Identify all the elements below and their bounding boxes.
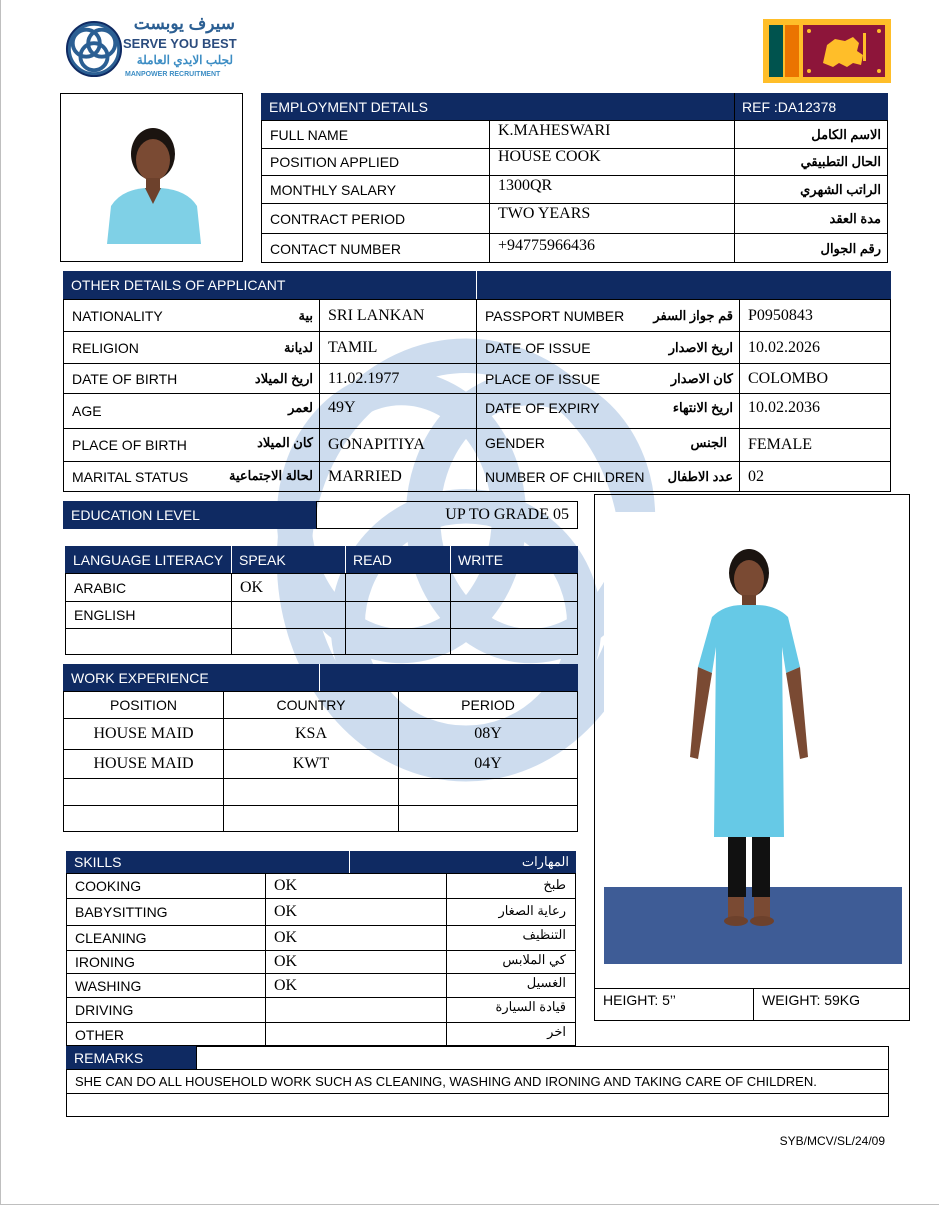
- work-period: 08Y: [474, 725, 502, 742]
- employment-label: MONTHLY SALARY: [270, 181, 397, 198]
- height-label: HEIGHT: 5’’: [603, 991, 676, 1008]
- detail-arabic-label: اريخ الميلاد: [254, 370, 313, 386]
- skill-arabic: رعاية الصغار: [498, 903, 566, 918]
- skill-name: COOKING: [75, 877, 142, 894]
- employment-label: FULL NAME: [270, 126, 349, 143]
- reference-number: REF :DA12378: [742, 98, 837, 115]
- detail-value: 10.02.2026: [748, 338, 820, 356]
- remarks-text: SHE CAN DO ALL HOUSEHOLD WORK SUCH AS CLEANING, WASHING AND IRONING AND TAKING CARE OF CHILDREN.: [75, 1074, 817, 1089]
- skill-value: OK: [274, 976, 298, 994]
- work-country: KWT: [292, 755, 330, 772]
- other-details-title: OTHER DETAILS OF APPLICANT: [71, 277, 286, 293]
- language-speak: OK: [240, 578, 264, 596]
- skill-arabic: الغسيل: [526, 975, 566, 990]
- detail-value: MARRIED: [328, 468, 402, 485]
- detail-arabic-label: بية: [298, 307, 313, 323]
- employment-arabic-label: رقم الجوال: [820, 240, 881, 256]
- brand-arabic-name: سيرف يوبست: [133, 14, 235, 33]
- language-name: ARABIC: [74, 579, 127, 596]
- employment-label: CONTRACT PERIOD: [270, 210, 406, 227]
- work-experience-header: [63, 664, 578, 691]
- person-portrait-icon: [101, 124, 206, 244]
- detail-label: DATE OF BIRTH: [72, 370, 178, 387]
- skill-arabic: كي الملابس: [502, 952, 566, 967]
- remarks-header-box: [196, 1046, 889, 1069]
- detail-label: DATE OF ISSUE: [485, 339, 591, 356]
- detail-arabic-label: كان الاصدار: [670, 370, 733, 386]
- language-header: LANGUAGE LITERACY: [73, 551, 224, 568]
- serve-you-best-logo-icon: [65, 18, 123, 80]
- remarks-title: REMARKS: [66, 1046, 196, 1069]
- skill-arabic: اخر: [547, 1024, 566, 1039]
- skill-value: OK: [274, 876, 298, 894]
- skill-name: BABYSITTING: [75, 904, 168, 920]
- detail-arabic-label: كان الميلاد: [257, 435, 313, 450]
- employment-label: CONTACT NUMBER: [270, 240, 401, 257]
- other-details-header: [63, 271, 891, 299]
- employment-arabic-label: الاسم الكامل: [811, 126, 881, 142]
- employment-value: TWO YEARS: [498, 204, 591, 222]
- employment-value: HOUSE COOK: [498, 148, 601, 165]
- detail-label: MARITAL STATUS: [72, 469, 189, 485]
- work-experience-title: WORK EXPERIENCE: [71, 669, 209, 686]
- detail-label: PLACE OF BIRTH: [72, 437, 187, 453]
- detail-arabic-label: اريخ الاصدار: [668, 339, 733, 355]
- work-header: COUNTRY: [276, 697, 346, 713]
- detail-value: SRI LANKAN: [328, 306, 425, 324]
- language-header: SPEAK: [239, 551, 286, 568]
- detail-label: NATIONALITY: [72, 307, 163, 324]
- skill-value: OK: [274, 953, 298, 970]
- work-country: KSA: [294, 725, 327, 742]
- skill-arabic: التنظيف: [522, 927, 566, 942]
- skill-name: OTHER: [75, 1026, 124, 1043]
- skills-title: SKILLS: [74, 854, 122, 870]
- language-header: READ: [353, 551, 392, 568]
- detail-value: P0950843: [748, 306, 813, 324]
- person-full-body-icon: [684, 547, 814, 932]
- detail-arabic-label: لديانة: [284, 339, 313, 355]
- skill-name: DRIVING: [75, 1002, 134, 1018]
- language-header: WRITE: [458, 551, 504, 568]
- detail-value: COLOMBO: [748, 369, 829, 387]
- detail-value: TAMIL: [328, 338, 378, 356]
- detail-value: 10.02.2036: [748, 399, 820, 416]
- skill-value: OK: [274, 929, 298, 946]
- detail-arabic-label: اريخ الانتهاء: [672, 400, 733, 415]
- employment-arabic-label: الحال التطبيقي: [800, 154, 881, 169]
- employment-value: K.MAHESWARI: [498, 121, 611, 139]
- employment-arabic-label: الراتب الشهري: [800, 181, 881, 197]
- weight-label: WEIGHT: 59KG: [762, 991, 861, 1008]
- detail-label: AGE: [72, 403, 102, 419]
- skill-name: WASHING: [75, 977, 142, 994]
- detail-arabic-label: لحالة الاجتماعية: [229, 468, 313, 483]
- education-level-label: EDUCATION LEVEL: [63, 501, 316, 529]
- skill-value: OK: [274, 903, 298, 920]
- detail-label: NUMBER OF CHILDREN: [485, 469, 645, 485]
- employment-value: 1300QR: [498, 176, 553, 194]
- skill-name: CLEANING: [75, 930, 147, 946]
- skills-arabic-title: المهارات: [521, 854, 569, 869]
- brand-name: SERVE YOU BEST: [123, 36, 237, 51]
- detail-label: PLACE OF ISSUE: [485, 370, 601, 387]
- detail-value: 02: [748, 468, 764, 485]
- detail-arabic-label: لعمر: [288, 400, 313, 415]
- employment-value: +94775966436: [498, 236, 596, 254]
- brand-arabic-tagline: لجلب الايدي العاملة: [136, 53, 233, 67]
- detail-value: 49Y: [328, 399, 356, 416]
- skill-arabic: طبخ: [543, 876, 566, 892]
- employment-label: POSITION APPLIED: [270, 154, 400, 170]
- skill-arabic: قيادة السيارة: [495, 999, 566, 1014]
- footer-code: SYB/MCV/SL/24/09: [779, 1134, 885, 1148]
- employment-details-title: EMPLOYMENT DETAILS: [269, 98, 428, 115]
- full-photo-area: [604, 512, 902, 964]
- detail-label: DATE OF EXPIRY: [485, 400, 600, 416]
- detail-value: GONAPITIYA: [328, 436, 425, 453]
- skill-name: IRONING: [75, 954, 135, 970]
- work-period: 04Y: [474, 755, 502, 772]
- language-name: ENGLISH: [74, 607, 136, 623]
- work-position: HOUSE MAID: [93, 725, 194, 742]
- work-header: POSITION: [110, 697, 177, 713]
- detail-label: GENDER: [485, 435, 545, 451]
- detail-value: 11.02.1977: [328, 369, 400, 387]
- detail-label: PASSPORT NUMBER: [485, 307, 625, 324]
- employment-arabic-label: مدة العقد: [829, 210, 881, 226]
- applicant-photo-small: [60, 93, 243, 262]
- detail-label: RELIGION: [72, 339, 139, 356]
- detail-arabic-label: قم جواز السفر: [653, 307, 733, 323]
- detail-arabic-label: عدد الاطفال: [667, 469, 733, 484]
- detail-value: FEMALE: [748, 436, 812, 453]
- sri-lanka-flag-icon: [763, 19, 891, 83]
- work-position: HOUSE MAID: [93, 755, 194, 772]
- education-level-value: UP TO GRADE 05: [316, 501, 578, 529]
- brand-tagline: MANPOWER RECRUITMENT: [125, 71, 221, 78]
- work-header: PERIOD: [461, 697, 515, 713]
- detail-arabic-label: الجنس: [690, 435, 727, 450]
